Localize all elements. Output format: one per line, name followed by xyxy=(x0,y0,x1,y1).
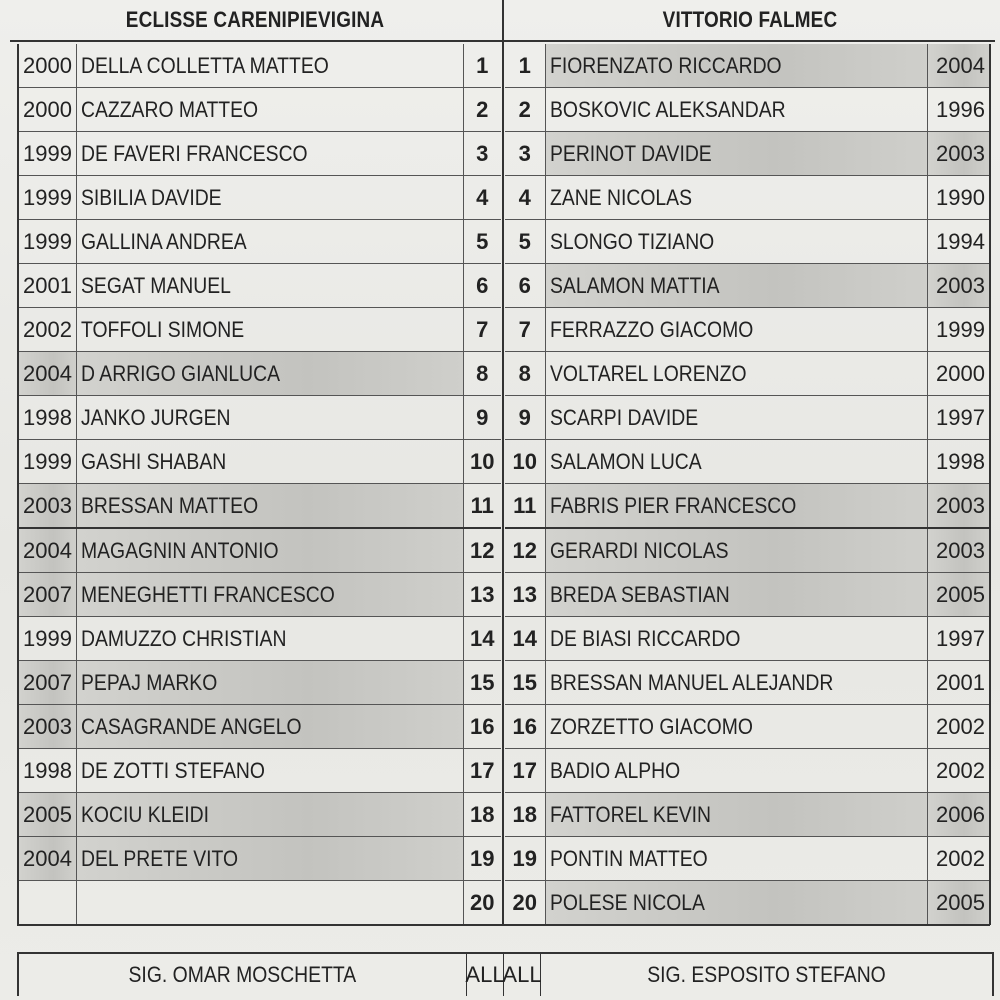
player-name: CAZZARO MATTEO xyxy=(76,88,463,132)
away-player-row xyxy=(505,528,990,573)
shirt-number: 18 xyxy=(463,793,501,837)
away-player-row xyxy=(505,484,990,529)
player-name: SCARPI DAVIDE xyxy=(545,396,927,440)
away-player-row xyxy=(505,44,990,88)
player-birth-year: 1999 xyxy=(18,220,76,264)
player-birth-year: 2002 xyxy=(927,749,990,793)
player-name: DEL PRETE VITO xyxy=(76,837,463,881)
player-birth-year: 2005 xyxy=(927,881,990,925)
home-player-row xyxy=(18,88,501,132)
home-player-row xyxy=(18,220,501,264)
player-name: DELLA COLLETTA MATTEO xyxy=(76,44,463,88)
player-birth-year: 1999 xyxy=(18,617,76,661)
shirt-number: 16 xyxy=(505,705,545,749)
home-coach-name: SIG. OMAR MOSCHETTA xyxy=(19,954,467,996)
shirt-number: 8 xyxy=(463,352,501,396)
player-birth-year: 2003 xyxy=(18,484,76,529)
player-birth-year: 1990 xyxy=(927,176,990,220)
player-birth-year: 1999 xyxy=(18,132,76,176)
away-player-row xyxy=(505,440,990,484)
player-name: MENEGHETTI FRANCESCO xyxy=(76,573,463,617)
player-birth-year: 2002 xyxy=(18,308,76,352)
player-name: JANKO JURGEN xyxy=(76,396,463,440)
player-name: SALAMON LUCA xyxy=(545,440,927,484)
away-player-row xyxy=(505,264,990,308)
shirt-number: 11 xyxy=(505,484,545,529)
player-name: GALLINA ANDREA xyxy=(76,220,463,264)
away-player-row xyxy=(505,837,990,881)
player-name xyxy=(76,881,463,925)
home-player-row xyxy=(18,661,501,705)
away-player-row xyxy=(505,132,990,176)
shirt-number: 12 xyxy=(463,528,501,573)
away-player-row xyxy=(505,705,990,749)
shirt-number: 1 xyxy=(505,44,545,88)
center-divider xyxy=(502,40,504,925)
shirt-number: 11 xyxy=(463,484,501,529)
away-coach-role: ALL xyxy=(504,954,541,996)
shirt-number: 8 xyxy=(505,352,545,396)
shirt-number: 17 xyxy=(505,749,545,793)
home-player-row xyxy=(18,617,501,661)
shirt-number: 2 xyxy=(505,88,545,132)
home-coach-role: ALL xyxy=(467,954,504,996)
away-player-row xyxy=(505,176,990,220)
player-birth-year xyxy=(18,881,76,925)
player-birth-year: 1997 xyxy=(927,396,990,440)
shirt-number: 3 xyxy=(505,132,545,176)
player-name: DE FAVERI FRANCESCO xyxy=(76,132,463,176)
shirt-number: 14 xyxy=(463,617,501,661)
home-player-row xyxy=(18,440,501,484)
shirt-number: 12 xyxy=(505,528,545,573)
away-player-row xyxy=(505,661,990,705)
player-birth-year: 1998 xyxy=(18,396,76,440)
shirt-number: 20 xyxy=(505,881,545,925)
player-name: BADIO ALPHO xyxy=(545,749,927,793)
shirt-number: 14 xyxy=(505,617,545,661)
player-name: D ARRIGO GIANLUCA xyxy=(76,352,463,396)
player-birth-year: 2007 xyxy=(18,573,76,617)
player-name: CASAGRANDE ANGELO xyxy=(76,705,463,749)
shirt-number: 19 xyxy=(463,837,501,881)
away-roster-table xyxy=(505,44,991,925)
shirt-number: 3 xyxy=(463,132,501,176)
player-birth-year: 2007 xyxy=(18,661,76,705)
player-name: PONTIN MATTEO xyxy=(545,837,927,881)
shirt-number: 10 xyxy=(505,440,545,484)
player-birth-year: 2001 xyxy=(927,661,990,705)
shirt-number: 4 xyxy=(505,176,545,220)
shirt-number: 5 xyxy=(505,220,545,264)
player-name: ZORZETTO GIACOMO xyxy=(545,705,927,749)
home-player-row xyxy=(18,749,501,793)
player-name: MAGAGNIN ANTONIO xyxy=(76,528,463,573)
player-birth-year: 2000 xyxy=(18,88,76,132)
shirt-number: 16 xyxy=(463,705,501,749)
away-coach-name: SIG. ESPOSITO STEFANO xyxy=(647,962,886,987)
player-birth-year: 2005 xyxy=(18,793,76,837)
home-player-row xyxy=(18,881,501,925)
home-player-row xyxy=(18,705,501,749)
shirt-number: 4 xyxy=(463,176,501,220)
player-name: PEPAJ MARKO xyxy=(76,661,463,705)
player-birth-year: 1998 xyxy=(18,749,76,793)
shirt-number: 13 xyxy=(505,573,545,617)
player-birth-year: 2004 xyxy=(927,44,990,88)
away-player-row xyxy=(505,617,990,661)
player-birth-year: 2003 xyxy=(927,528,990,573)
shirt-number: 20 xyxy=(463,881,501,925)
player-name: GERARDI NICOLAS xyxy=(545,528,927,573)
shirt-number: 5 xyxy=(463,220,501,264)
home-player-row xyxy=(18,176,501,220)
shirt-number: 17 xyxy=(463,749,501,793)
home-team-name: ECLISSE CARENIPIEVIGINA xyxy=(125,7,385,32)
away-player-row xyxy=(505,573,990,617)
home-player-row xyxy=(18,352,501,396)
player-birth-year: 2000 xyxy=(927,352,990,396)
home-player-row xyxy=(18,528,501,573)
shirt-number: 19 xyxy=(505,837,545,881)
away-team-name: VITTORIO FALMEC xyxy=(662,7,838,32)
player-name: PERINOT DAVIDE xyxy=(545,132,927,176)
player-birth-year: 2000 xyxy=(18,44,76,88)
player-birth-year: 2005 xyxy=(927,573,990,617)
player-birth-year: 1996 xyxy=(927,88,990,132)
player-name: DE ZOTTI STEFANO xyxy=(76,749,463,793)
home-player-row xyxy=(18,264,501,308)
home-player-row xyxy=(18,484,501,529)
player-name: BREDA SEBASTIAN xyxy=(545,573,927,617)
shirt-number: 6 xyxy=(463,264,501,308)
player-birth-year: 2003 xyxy=(927,484,990,529)
away-player-row xyxy=(505,881,990,925)
player-name: GASHI SHABAN xyxy=(76,440,463,484)
player-name: TOFFOLI SIMONE xyxy=(76,308,463,352)
coaches-row xyxy=(17,952,994,996)
away-player-row xyxy=(505,396,990,440)
player-name: BOSKOVIC ALEKSANDAR xyxy=(545,88,927,132)
away-player-row xyxy=(505,793,990,837)
player-name: SIBILIA DAVIDE xyxy=(76,176,463,220)
shirt-number: 9 xyxy=(463,396,501,440)
player-birth-year: 1994 xyxy=(927,220,990,264)
player-name: FATTOREL KEVIN xyxy=(545,793,927,837)
player-birth-year: 2003 xyxy=(927,132,990,176)
player-birth-year: 2002 xyxy=(927,837,990,881)
away-player-row xyxy=(505,220,990,264)
home-player-row xyxy=(18,132,501,176)
player-name: SLONGO TIZIANO xyxy=(545,220,927,264)
player-birth-year: 1997 xyxy=(927,617,990,661)
player-birth-year: 2004 xyxy=(18,528,76,573)
shirt-number: 6 xyxy=(505,264,545,308)
player-birth-year: 1998 xyxy=(927,440,990,484)
shirt-number: 13 xyxy=(463,573,501,617)
header-divider xyxy=(502,0,504,40)
player-name: FIORENZATO RICCARDO xyxy=(545,44,927,88)
player-birth-year: 2003 xyxy=(18,705,76,749)
home-player-row xyxy=(18,396,501,440)
player-birth-year: 1999 xyxy=(18,440,76,484)
player-name: POLESE NICOLA xyxy=(545,881,927,925)
player-name: KOCIU KLEIDI xyxy=(76,793,463,837)
player-birth-year: 2004 xyxy=(18,837,76,881)
player-birth-year: 1999 xyxy=(927,308,990,352)
roster-bottom-rule xyxy=(17,924,990,926)
shirt-number: 2 xyxy=(463,88,501,132)
home-player-row xyxy=(18,308,501,352)
home-player-row xyxy=(18,793,501,837)
shirt-number: 7 xyxy=(505,308,545,352)
player-birth-year: 2006 xyxy=(927,793,990,837)
player-name: SEGAT MANUEL xyxy=(76,264,463,308)
player-name: BRESSAN MANUEL ALEJANDR xyxy=(545,661,927,705)
player-birth-year: 2002 xyxy=(927,705,990,749)
shirt-number: 15 xyxy=(463,661,501,705)
home-player-row xyxy=(18,44,501,88)
player-birth-year: 2001 xyxy=(18,264,76,308)
home-player-row xyxy=(18,837,501,881)
away-player-row xyxy=(505,749,990,793)
player-name: SALAMON MATTIA xyxy=(545,264,927,308)
player-name: BRESSAN MATTEO xyxy=(76,484,463,529)
player-birth-year: 2003 xyxy=(927,264,990,308)
away-player-row xyxy=(505,352,990,396)
player-birth-year: 1999 xyxy=(18,176,76,220)
away-player-row xyxy=(505,88,990,132)
away-player-row xyxy=(505,308,990,352)
shirt-number: 15 xyxy=(505,661,545,705)
player-birth-year: 2004 xyxy=(18,352,76,396)
player-name: DE BIASI RICCARDO xyxy=(545,617,927,661)
home-roster-table xyxy=(17,44,501,925)
player-name: VOLTAREL LORENZO xyxy=(545,352,927,396)
player-name: FABRIS PIER FRANCESCO xyxy=(545,484,927,529)
shirt-number: 7 xyxy=(463,308,501,352)
shirt-number: 18 xyxy=(505,793,545,837)
player-name: DAMUZZO CHRISTIAN xyxy=(76,617,463,661)
home-player-row xyxy=(18,573,501,617)
player-name: ZANE NICOLAS xyxy=(545,176,927,220)
shirt-number: 9 xyxy=(505,396,545,440)
shirt-number: 1 xyxy=(463,44,501,88)
player-name: FERRAZZO GIACOMO xyxy=(545,308,927,352)
shirt-number: 10 xyxy=(463,440,501,484)
